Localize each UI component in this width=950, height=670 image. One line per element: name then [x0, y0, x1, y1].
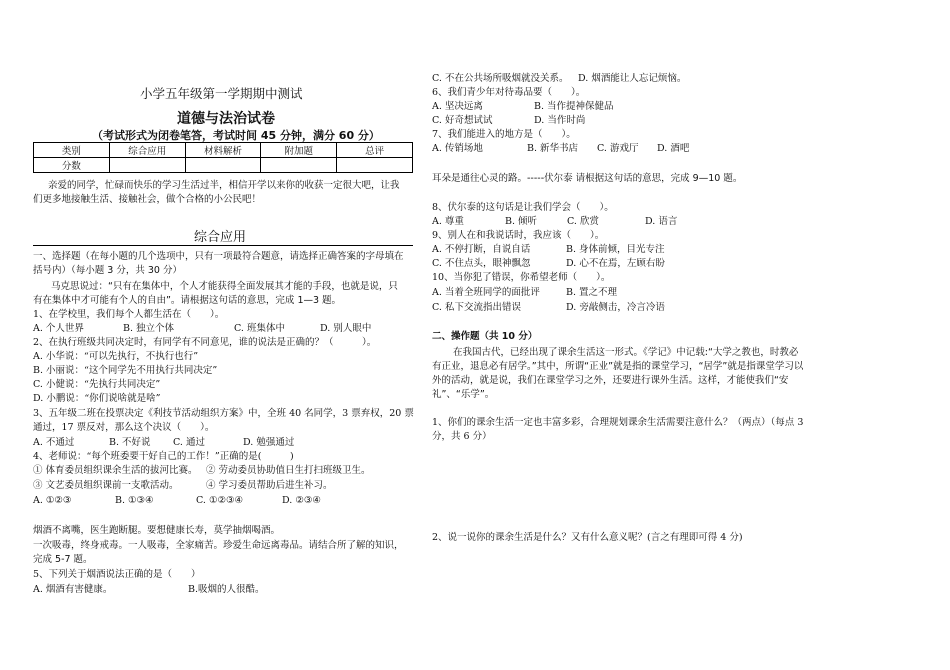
q3-option-b[interactable]: B. 不好说	[109, 437, 151, 448]
operation-question-1-cont: 分，共 6 分）	[432, 431, 492, 442]
q3-option-c[interactable]: C. 通过	[173, 437, 205, 448]
score-cell[interactable]	[337, 158, 413, 173]
q10-option-d[interactable]: D. 旁敲侧击，冷言冷语	[566, 302, 665, 313]
score-table	[33, 142, 413, 173]
smoke-passage: 完成 5-7 题。	[33, 554, 93, 565]
q8-option-a[interactable]: A. 尊重	[432, 216, 464, 227]
q2-option-b[interactable]: B. 小丽说：“这个同学先不用执行共同决定”	[33, 365, 218, 376]
score-table-header: 综合应用	[109, 143, 185, 158]
passage-line: 有正业，退息必有居学。”其中，所谓“正业”就是指的课堂学习，“居学”就是指课堂学习以	[432, 361, 804, 372]
q10-option-b[interactable]: B. 置之不理	[566, 287, 618, 298]
passage-line: 在我国古代，已经出现了课余生活这一形式。《学记》中记载:“大学之教也，时教必	[453, 347, 799, 358]
intro-line: 亲爱的同学，忙碌而快乐的学习生活过半，相信开学以来你的收获一定很大吧，让我	[48, 180, 400, 191]
question-8: 8、伏尔泰的这句话是让我们学会（ ）。	[432, 202, 614, 213]
q5-option-d[interactable]: D. 烟酒能让人忘记烦恼。	[578, 73, 687, 84]
section-divider	[33, 245, 413, 246]
q7-option-d[interactable]: D. 酒吧	[657, 143, 690, 154]
q4-item-4: ④ 学习委员帮助后进生补习。	[206, 480, 333, 491]
question-3: 3、五年级二班在投票决定《利技节活动组织方案》中，全班 40 名同学，3 票弃权，20 票	[33, 408, 414, 419]
ear-passage: 耳朵是通往心灵的路。-----伏尔泰 请根据这句话的意思，完成 9—10 题。	[432, 173, 743, 184]
q4-option-d[interactable]: D. ②③④	[282, 495, 321, 506]
q2-option-c[interactable]: C. 小健说：“先执行共同决定”	[33, 379, 161, 390]
smoke-passage: 一次吸毒，终身戒毒。一人吸毒，全家痛苦。珍爱生命远离毒品。请结合所了解的知识，	[33, 540, 404, 551]
score-row-label: 分数	[34, 158, 110, 173]
q8-option-b[interactable]: B. 倾听	[505, 216, 538, 227]
score-table-row	[34, 158, 413, 173]
operation-question-1: 1、你们的课余生活一定也丰富多彩，合理规划课余生活需要注意什么？（两点）（每点 3	[432, 417, 804, 428]
q9-option-b[interactable]: B. 身体前倾，目光专注	[566, 244, 665, 255]
score-table-header-row	[34, 143, 413, 158]
q5-option-a[interactable]: A. 烟酒有害健康。	[33, 584, 113, 595]
q6-option-c[interactable]: C. 好奇想试试	[432, 115, 493, 126]
q6-option-b[interactable]: B. 当作提神保健品	[534, 101, 614, 112]
q4-item-1: ① 体育委员组织课余生活的拔河比赛。	[33, 465, 198, 476]
section-title: 综合应用	[194, 230, 247, 245]
section-2-title: 二、操作题（共 10 分）	[432, 331, 538, 342]
q9-option-c[interactable]: C. 不住点头，眼神飘忽	[432, 258, 531, 269]
q5-option-c[interactable]: C. 不在公共场所吸烟就没关系。	[432, 73, 569, 84]
passage-line: 外的活动，就是说，我们在课堂学习之外，还要进行课外生活。这样，才能使我们“安	[432, 375, 789, 386]
answer-area-1[interactable]	[432, 446, 832, 526]
question-9: 9、别人在和我说话时，我应该（ ）。	[432, 230, 605, 241]
smoke-passage: 烟酒不离嘴，医生跑断腿。要想健康长寿，莫学抽烟喝酒。	[33, 525, 281, 536]
question-3-cont: 通过，17 票反对，那么这个决议（ ）。	[33, 422, 215, 433]
q3-option-a[interactable]: A. 不通过	[33, 437, 75, 448]
q5-option-b[interactable]: B.吸烟的人很酷。	[188, 584, 265, 595]
score-table-header: 总评	[337, 143, 413, 158]
operation-question-2: 2、说一说你的课余生活是什么？又有什么意义呢？(言之有理即可得 4 分)	[432, 532, 743, 543]
q1-option-b[interactable]: B. 独立个体	[123, 323, 175, 334]
q6-option-d[interactable]: D. 当作时尚	[534, 115, 586, 126]
q4-option-a[interactable]: A. ①②③	[33, 495, 72, 506]
question-10: 10、当你犯了错误，你希望老师（ ）。	[432, 272, 611, 283]
score-cell[interactable]	[261, 158, 337, 173]
q1-option-d[interactable]: D. 别人眼中	[320, 323, 372, 334]
intro-line: 们更多地接触生活、接触社会，做个合格的小公民吧！	[33, 194, 262, 205]
question-1: 1、在学校里，我们每个人都生活在（ ）。	[33, 309, 225, 320]
q3-option-d[interactable]: D. 勉强通过	[243, 437, 295, 448]
q10-option-c[interactable]: C. 私下交流指出错误	[432, 302, 521, 313]
question-6: 6、我们青少年对待毒品要（ ）。	[432, 87, 586, 98]
q10-option-a[interactable]: A. 当着全班同学的面批评	[432, 287, 540, 298]
passage-line: 礼”、“乐学”。	[432, 389, 495, 400]
question-heading: 括号内）（每小题 3 分，共 30 分）	[33, 265, 182, 276]
q4-option-c[interactable]: C. ①②③④	[196, 495, 244, 506]
answer-area-2[interactable]	[432, 547, 832, 627]
question-7: 7、我们能进入的地方是（ ）。	[432, 129, 576, 140]
score-table-header: 附加题	[261, 143, 337, 158]
question-2: 2、在执行班级共同决定时，有同学有不同意见，谁的说法是正确的？（ ）。	[33, 337, 377, 348]
q4-option-b[interactable]: B. ①③④	[115, 495, 154, 506]
score-table-header: 材料解析	[185, 143, 261, 158]
question-5: 5、下列关于烟酒说法正确的是（ ）	[33, 569, 201, 580]
q8-option-d[interactable]: D. 语言	[645, 216, 678, 227]
q6-option-a[interactable]: A. 坚决远离	[432, 101, 483, 112]
question-heading: 一、选择题（在每小题的几个选项中，只有一项最符合题意，请选择正确答案的字母填在	[33, 251, 404, 262]
score-cell[interactable]	[109, 158, 185, 173]
exam-note: （考试形式为闭卷笔答，考试时间 45 分钟，满分 60 分）	[92, 129, 380, 142]
quote-line: 马克思说过：“只有在集体中，个人才能获得全面发展其才能的手段，也就是说，只	[51, 281, 398, 292]
exam-subtitle: 道德与法治试卷	[177, 111, 275, 127]
score-table-header: 类别	[34, 143, 110, 158]
q8-option-c[interactable]: C. 欣赏	[567, 216, 599, 227]
q2-option-a[interactable]: A. 小华说：“可以先执行，不执行也行”	[33, 351, 199, 362]
q2-option-d[interactable]: D. 小鹏说：“你们说啥就是啥”	[33, 393, 161, 404]
q4-item-2: ② 劳动委员协助值日生打扫班级卫生。	[206, 465, 371, 476]
q9-option-d[interactable]: D. 心不在焉，左顾右盼	[566, 258, 665, 269]
exam-title: 小学五年级第一学期期中测试	[140, 86, 303, 101]
q7-option-c[interactable]: C. 游戏厅	[597, 143, 639, 154]
score-cell[interactable]	[185, 158, 261, 173]
q1-option-a[interactable]: A. 个人世界	[33, 323, 84, 334]
q7-option-a[interactable]: A. 传销场地	[432, 143, 483, 154]
q7-option-b[interactable]: B. 新华书店	[527, 143, 579, 154]
q9-option-a[interactable]: A. 不停打断，自说自话	[432, 244, 531, 255]
question-4: 4、老师说：“每个班委要干好自己的工作！”正确的是( )	[33, 451, 294, 462]
quote-line: 有在集体中才可能有个人的自由”。请根据这句话的意思，完成 1—3 题。	[33, 295, 342, 306]
q4-item-3: ③ 文艺委员组织课前一支歌活动。	[33, 480, 179, 491]
q1-option-c[interactable]: C. 班集体中	[234, 323, 285, 334]
